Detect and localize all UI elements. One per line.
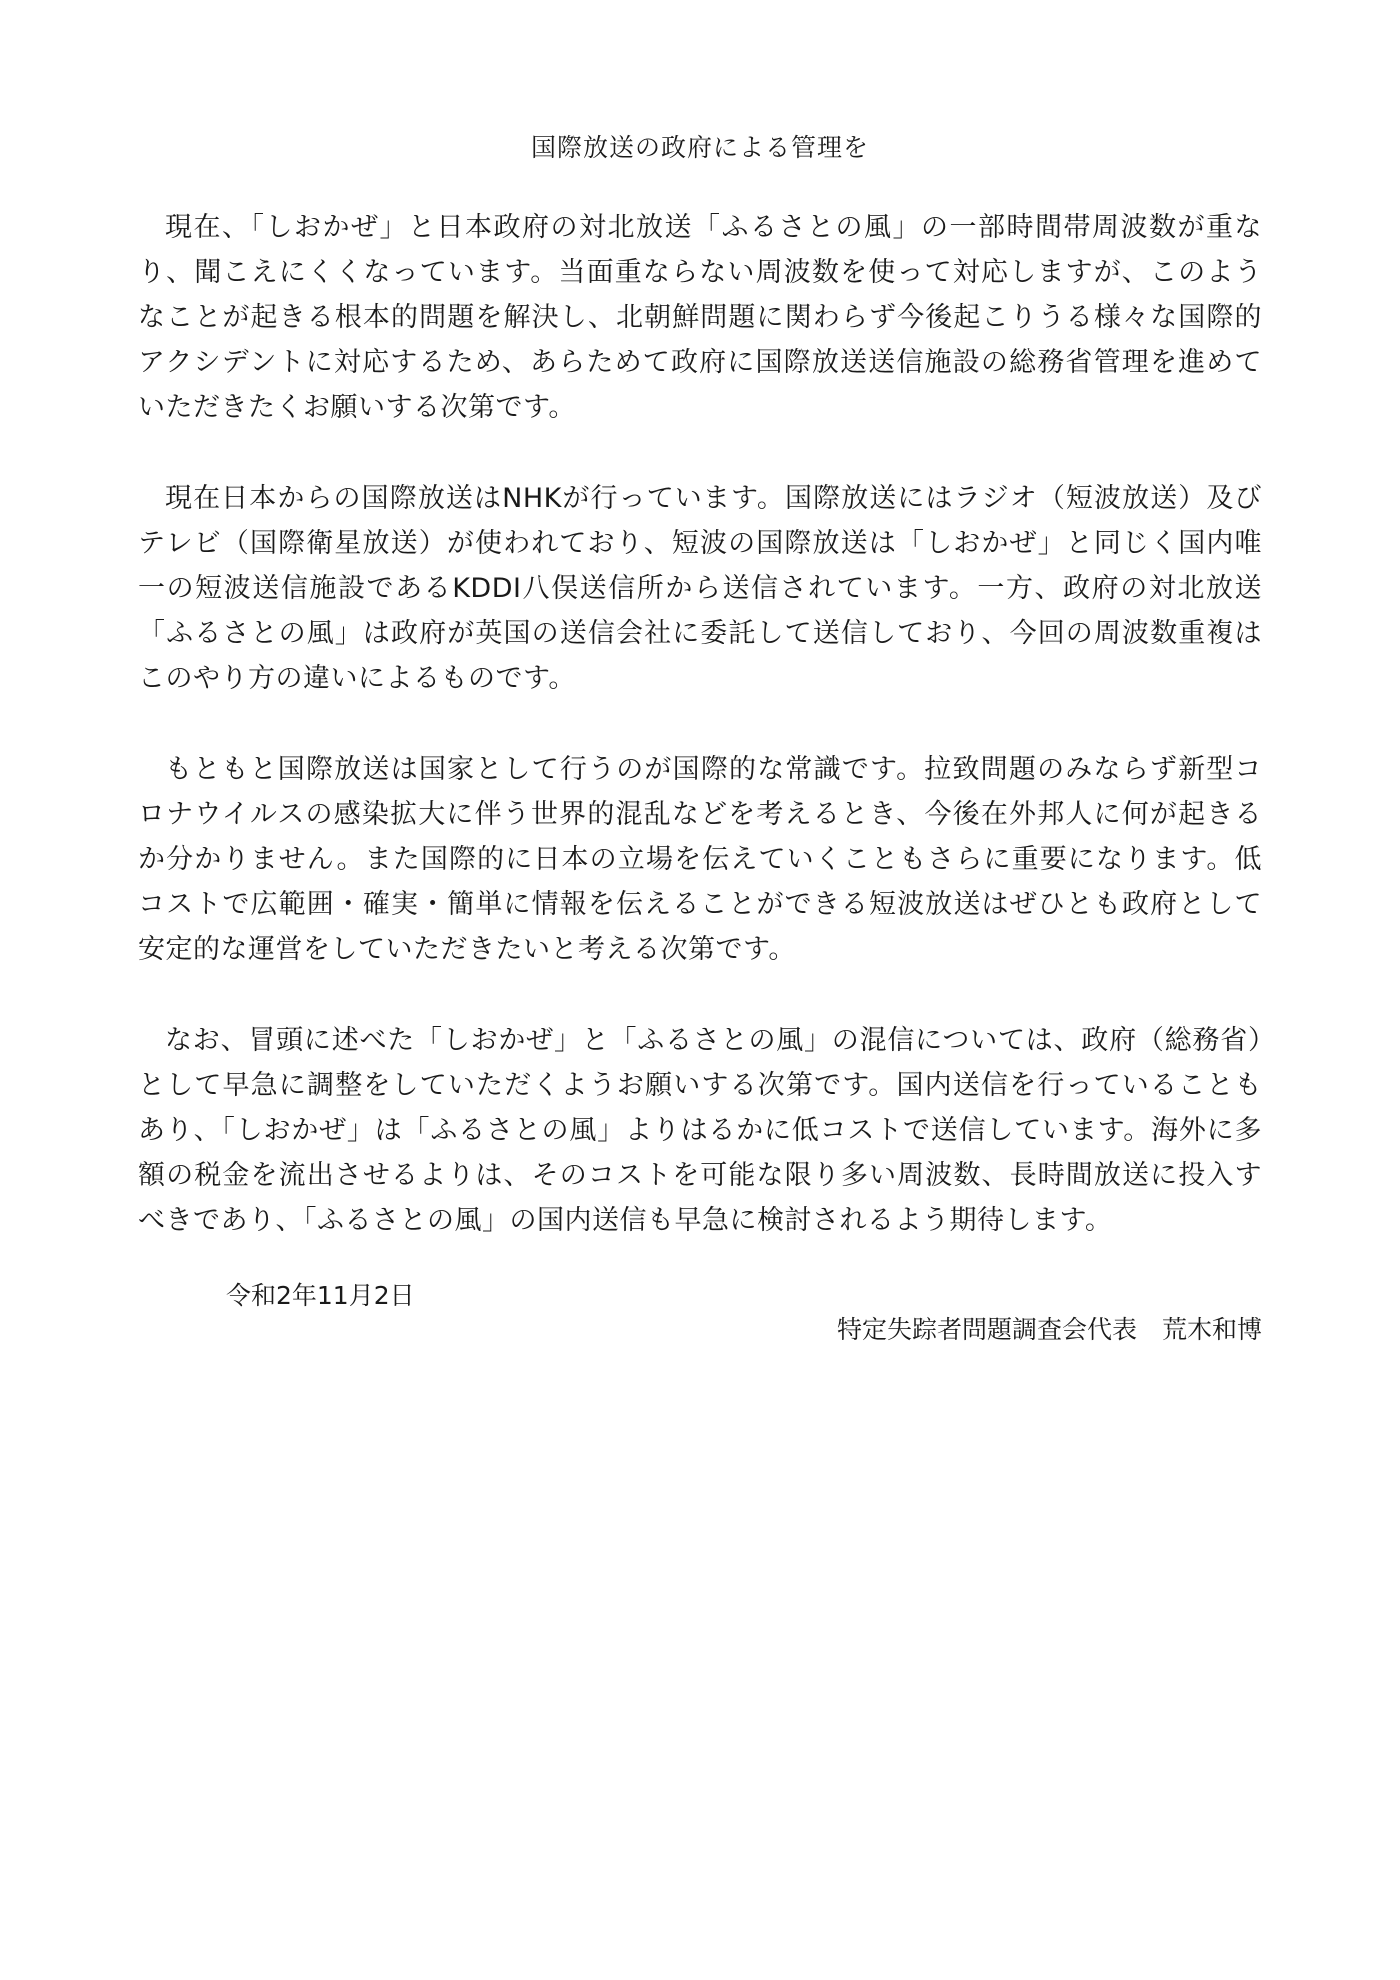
paragraph-1: 現在、「しおかぜ」と日本政府の対北放送「ふるさとの風」の一部時間帯周波数が重なり、聞こえにくくなっています。当面重ならない周波数を使って対応しますが、このようなことが起きる根本的問題を解決し、北朝鮮問題に関わらず今後起こりうる様々な国際的アクシデントに対応するため、あらためて政府に国際放送送信施設の総務省管理を進めていただきたくお願いする次第です。 xyxy=(138,212,1262,423)
document-title: 国際放送の政府による管理を xyxy=(530,133,869,162)
paragraph-4: なお、冒頭に述べた「しおかぜ」と「ふるさとの風」の混信については、政府（総務省）として早急に調整をしていただくようお願いする次第です。国内送信を行っていることもあり、「しおかぜ」は「ふるさとの風」よりはるかに低コストで送信しています。海外に多額の税金を流出させるよりは、そのコストを可能な限り多い周波数、長時間放送に投入すべきであり、「ふるさとの風」の国内送信も早急に検討されるよう期待します。 xyxy=(138,1025,1262,1236)
paragraph-2: 現在日本からの国際放送はNHKが行っています。国際放送にはラジオ（短波放送）及びテレビ（国際衛星放送）が使われており、短波の国際放送は「しおかぜ」と同じく国内唯一の短波送信施設であるKDDI八俣送信所から送信されています。一方、政府の対北放送「ふるさとの風」は政府が英国の送信会社に委託して送信しており、今回の周波数重複はこのやり方の違いによるものです。 xyxy=(138,483,1262,694)
document-body xyxy=(138,205,1262,1289)
document-signature: 特定失踪者問題調査会代表 荒木和博 xyxy=(836,1315,1262,1344)
paragraph-3: もともと国際放送は国家として行うのが国際的な常識です。拉致問題のみならず新型コロナウイルスの感染拡大に伴う世界的混乱などを考えるとき、今後在外邦人に何が起きるか分かりません。また国際的に日本の立場を伝えていくこともさらに重要になります。低コストで広範囲・確実・簡単に情報を伝えることができる短波放送はぜひとも政府として安定的な運営をしていただきたいと考える次第です。 xyxy=(138,754,1262,965)
document-date: 令和2年11月2日 xyxy=(226,1281,415,1310)
